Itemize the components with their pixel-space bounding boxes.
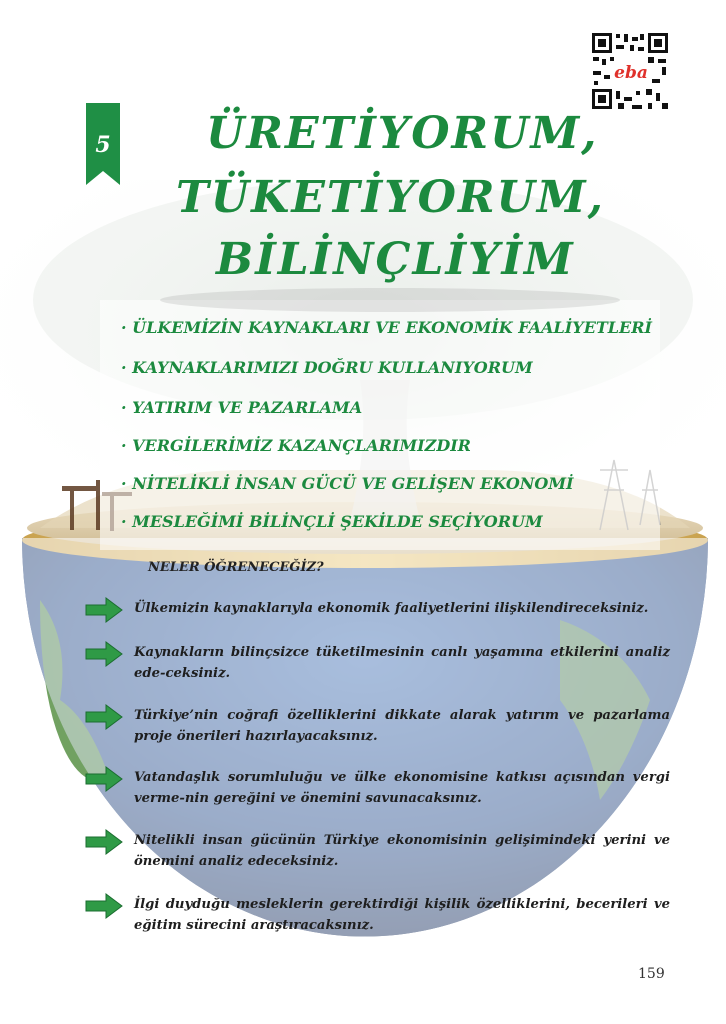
objective-item <box>84 893 674 953</box>
topic-item: · KAYNAKLARIMIZI DOĞRU KULLANIYORUM <box>121 358 533 377</box>
arrow-right-icon <box>84 704 124 730</box>
qr-code[interactable] <box>590 31 670 111</box>
objective-item <box>84 704 674 764</box>
chapter-title-line-1: ÜRETİYORUM, <box>206 108 599 159</box>
topic-item: · YATIRIM VE PAZARLAMA <box>121 398 363 417</box>
arrow-right-icon <box>84 766 124 792</box>
arrow-right-icon <box>84 893 124 919</box>
arrow-right-icon <box>84 641 124 667</box>
chapter-title-line-3: BİLİNÇLİYİM <box>216 234 575 285</box>
objective-text: İlgi duyduğu mesleklerin gerektirdiği kişilik özelliklerini, becerileri ve eğitim sürecini araştıracaksınız. <box>134 897 670 933</box>
eba-logo: eba <box>614 63 648 83</box>
objective-text: Nitelikli insan gücünün Türkiye ekonomisinin gelişimindeki yerini ve önemini analiz edeceksiniz. <box>134 833 670 869</box>
objective-text: Vatandaşlık sorumluluğu ve ülke ekonomisine katkısı açısından vergi verme-nin gereğini ve önemini savunacaksınız. <box>134 770 670 806</box>
topic-item: · ÜLKEMİZİN KAYNAKLARI VE EKONOMİK FAALİYETLERİ <box>121 318 653 337</box>
objective-item <box>84 829 674 889</box>
topic-item: · NİTELİKLİ İNSAN GÜCÜ VE GELİŞEN EKONOMİ <box>121 474 574 493</box>
objective-item <box>84 641 674 701</box>
arrow-right-icon <box>84 597 124 623</box>
topic-item: · VERGİLERİMİZ KAZANÇLARIMIZDIR <box>121 436 471 455</box>
objective-text: Türkiye’nin coğrafi özelliklerini dikkate alarak yatırım ve pazarlama proje önerileri hazırlayacaksınız. <box>134 708 670 744</box>
objective-item <box>84 766 674 826</box>
page-number: 159 <box>638 966 665 982</box>
objective-text: Kaynakların bilinçsizce tüketilmesinin canlı yaşamına etkilerini analiz ede-ceksiniz. <box>134 645 670 681</box>
arrow-right-icon <box>84 829 124 855</box>
chapter-title-line-2: TÜKETİYORUM, <box>176 172 605 223</box>
objective-text: Ülkemizin kaynaklarıyla ekonomik faaliyetlerini ilişkilendireceksiniz. <box>134 601 649 616</box>
topic-item: · MESLEĞİMİ BİLİNÇLİ ŞEKİLDE SEÇİYORUM <box>121 512 543 531</box>
unit-number: 5 <box>95 132 111 158</box>
objectives-heading: NELER ÖĞRENECEĞİZ? <box>148 560 324 575</box>
